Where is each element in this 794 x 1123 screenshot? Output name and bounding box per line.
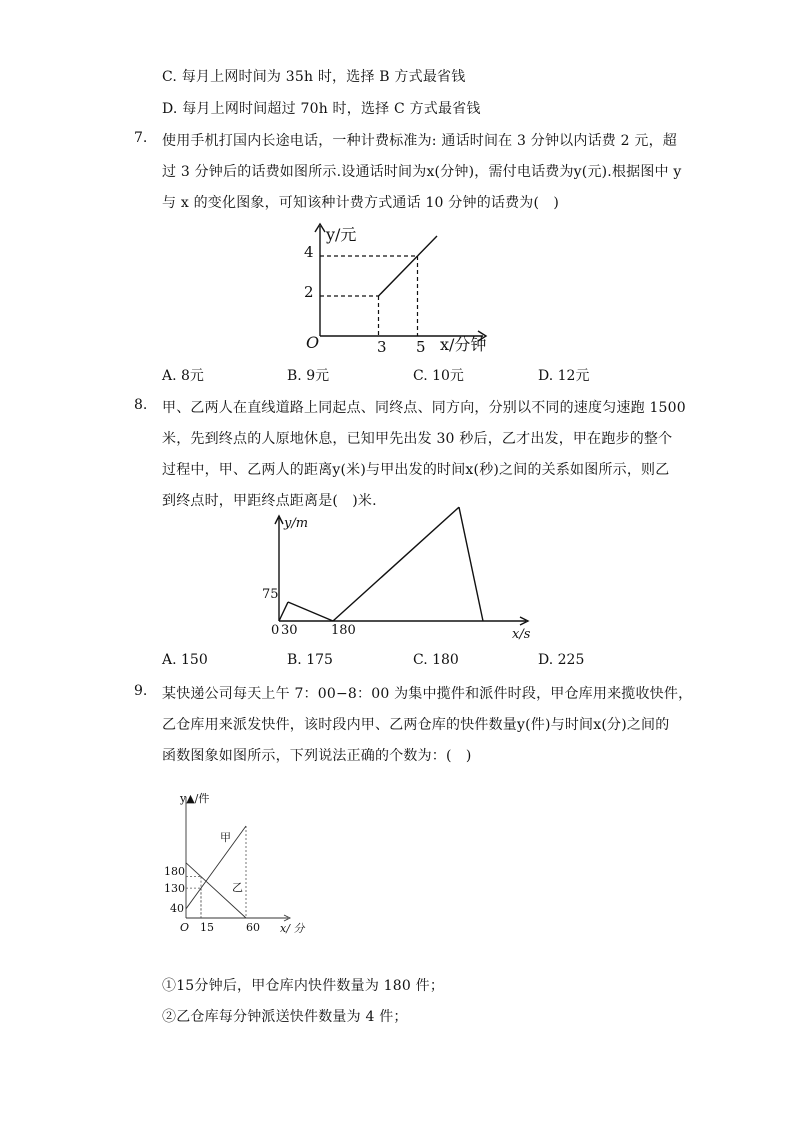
q8-series-0-segment-2 [333,507,459,621]
q9-text-line-2: 乙仓库用来派发快件，该时段内甲、乙两仓库的快件数量y(件)与时间x(分)之间的 [162,717,670,733]
q9-number: 9. [134,683,148,699]
q8-text-line-1: 甲、乙两人在直线道路上同起点、同终点、同方向，分别以不同的速度匀速跑 1500 [162,400,686,416]
q8-option-a: A. 150 [162,652,208,668]
q9-ytick-180: 180 [164,865,185,878]
q8-text-line-2: 米，先到终点的人原地休息，已知甲先出发 30 秒后，乙才出发，甲在跑步的整个 [162,431,673,447]
q8-option-b: B. 175 [287,652,333,668]
q7-x-label: x/分钟 [440,335,487,354]
q7-xtick-3: 3 [377,338,387,356]
q8-option-d: D. 225 [538,652,585,668]
q8-text-line-4: 到终点时，甲距终点距离是( )米. [162,493,377,509]
q9-text-line-3: 函数图象如图所示，下列说法正确的个数为：( ) [162,748,472,764]
q7-text-line-1: 使用手机打国内长途电话，一种计费标准为: 通话时间在 3 分钟以内话费 2 元，超 [162,133,677,149]
q9-ytick-40: 40 [170,902,184,915]
q9-ytick-130: 130 [164,882,185,895]
q9-x-label: x/ 分 [280,922,305,935]
q9-series-jia-label: 甲 [220,831,231,844]
q8-series-0-segment-0 [279,602,288,621]
q9-text-line-1: 某快递公司每天上午 7：00−8：00 为集中揽件和派件时段，甲仓库用来揽收快件， [162,686,693,702]
q7-ytick-4: 4 [304,243,314,261]
q7-chart [290,218,500,358]
q7-number: 7. [134,130,148,146]
q7-text-line-2: 过 3 分钟后的话费如图所示.设通话时间为x(分钟)，需付电话费为y(元).根据图中 y [162,164,682,180]
q6-option-c: C. 每月上网时间为 35h 时，选择 B 方式最省钱 [162,69,466,85]
q9-statement-2: ②乙仓库每分钟派送快件数量为 4 件； [162,1009,408,1025]
q8-x-label: x/s [512,627,531,642]
q8-y-label: y/m [284,516,309,531]
q8-xtick-30: 30 [281,623,298,638]
q8-origin: 0 [271,623,280,638]
q7-option-a: A. 8元 [162,368,204,384]
q9-xtick-15: 15 [200,921,214,934]
q7-text-line-3: 与 x 的变化图象，可知该种计费方式通话 10 分钟的话费为( ) [162,195,560,211]
q7-option-d: D. 12元 [538,368,590,384]
q9-xtick-60: 60 [246,921,260,934]
q9-series-0-segment-0 [186,826,246,909]
q7-series-0-segment-0 [379,256,418,296]
q7-origin: O [306,333,320,352]
q6-option-d: D. 每月上网时间超过 70h 时，选择 C 方式最省钱 [162,101,481,117]
q9-series-yi-label: 乙 [232,881,243,894]
q9-chart [160,785,320,940]
q7-y-label: y/元 [326,225,357,244]
q8-xtick-180: 180 [331,623,356,638]
q7-series-0-segment-1 [418,236,438,256]
q8-text-line-3: 过程中，甲、乙两人的距离y(米)与甲出发的时间x(秒)之间的关系如图所示，则乙 [162,462,670,478]
q9-origin: O [180,921,190,934]
q7-option-c: C. 10元 [413,368,464,384]
q9-y-label: y▲/件 [180,792,210,805]
q7-option-b: B. 9元 [287,368,330,384]
q8-ytick-75: 75 [262,587,279,602]
q8-chart [262,512,542,647]
q8-series-0-segment-1 [288,602,333,621]
q7-ytick-2: 2 [304,283,314,301]
q9-statement-1: ①15分钟后，甲仓库内快件数量为 180 件； [162,978,445,994]
q8-series-0-segment-3 [459,507,483,621]
q8-option-c: C. 180 [413,652,459,668]
q8-number: 8. [134,397,148,413]
q7-xtick-5: 5 [416,338,426,356]
